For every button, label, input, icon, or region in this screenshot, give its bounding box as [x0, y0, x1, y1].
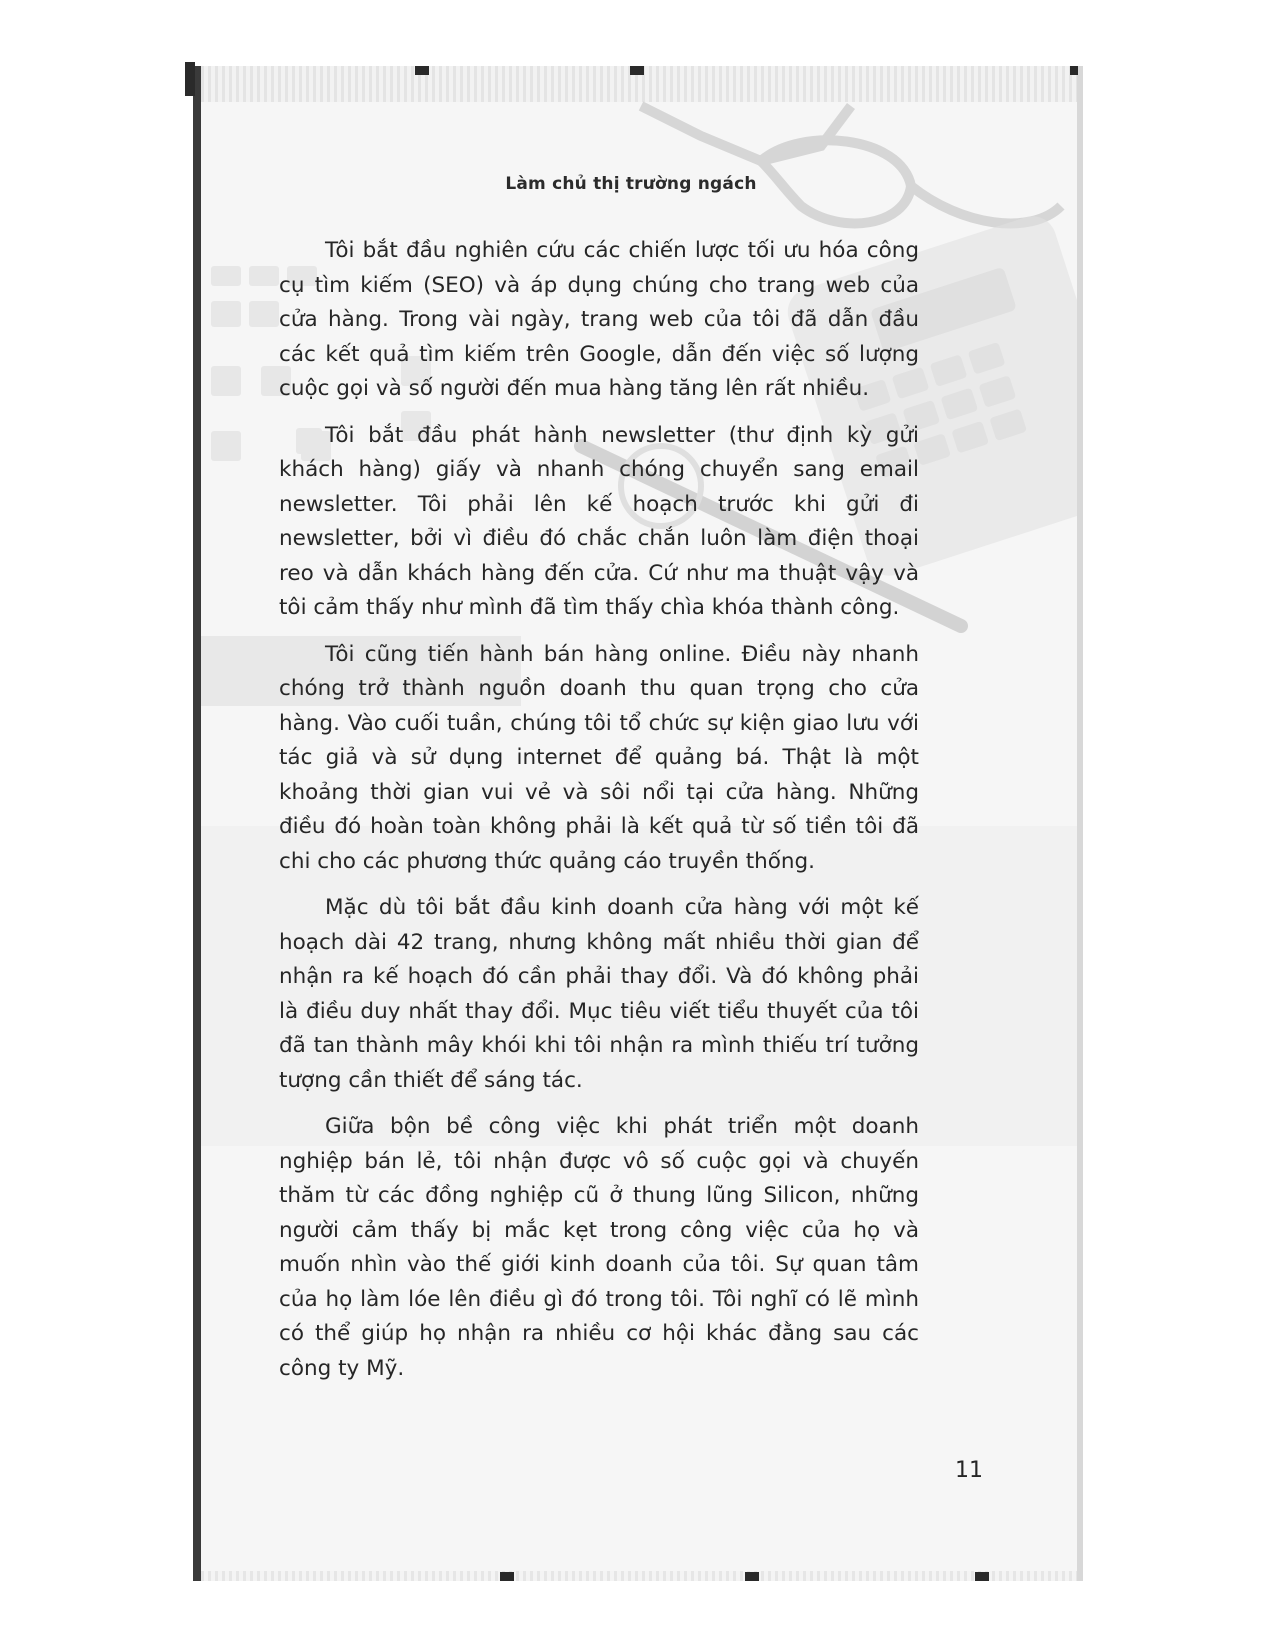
binding-mark — [415, 66, 429, 75]
paragraph: Tôi bắt đầu phát hành newsletter (thư định kỳ gửi khách hàng) giấy và nhanh chóng chuyển sang email newsletter. Tôi phải lên kế hoạch trước khi gửi đi newsletter, bởi vì điều đó chắc chắn luôn làm điện thoại reo và dẫn khách hàng đến cửa. Cứ như ma thuật vậy và tôi cảm thấy như mình đã tìm thấy chìa khóa thành công. — [279, 422, 919, 620]
glasses-illustration — [641, 106, 1061, 223]
body-text — [279, 234, 919, 1398]
paragraph: Tôi bắt đầu nghiên cứu các chiến lược tối ưu hóa công cụ tìm kiếm (SEO) và áp dụng chúng cho trang web của cửa hàng. Trong vài ngày, trang web của tôi đã dẫn đầu các kết quả tìm kiếm trên Google, dẫn đến việc số lượng cuộc gọi và số người đến mua hàng tăng lên rất nhiều. — [279, 238, 919, 401]
page-number: 11 — [955, 1458, 983, 1483]
binding-mark — [975, 1572, 989, 1581]
paragraph: Tôi cũng tiến hành bán hàng online. Điều này nhanh chóng trở thành nguồn doanh thu quan trọng cho cửa hàng. Vào cuối tuần, chúng tôi tổ chức sự kiện giao lưu với tác giả và sử dụng internet để quảng bá. Thật là một khoảng thời gian vui vẻ và sôi nổi tại cửa hàng. Những điều đó hoàn toàn không phải là kết quả từ số tiền tôi đã chi cho các phương thức quảng cáo truyền thống. — [279, 641, 919, 874]
paragraph: Giữa bộn bề công việc khi phát triển một doanh nghiệp bán lẻ, tôi nhận được vô số cuộc gọi và chuyến thăm từ các đồng nghiệp cũ ở thung lũng Silicon, những người cảm thấy bị mắc kẹt trong công việc của họ và muốn nhìn vào thế giới kinh doanh của tôi. Sự quan tâm của họ làm lóe lên điều gì đó trong tôi. Tôi nghĩ có lẽ mình có thể giúp họ nhận ra nhiều cơ hội khác đằng sau các công ty Mỹ. — [279, 1114, 919, 1381]
binding-mark — [745, 1572, 759, 1581]
page-bottom-edge — [201, 1571, 1077, 1581]
binding-mark — [1070, 66, 1078, 75]
binding-mark — [185, 62, 195, 96]
binding-mark — [500, 1572, 514, 1581]
paragraph: Mặc dù tôi bắt đầu kinh doanh cửa hàng với một kế hoạch dài 42 trang, nhưng không mất nhiều thời gian để nhận ra kế hoạch đó cần phải thay đổi. Và đó không phải là điều duy nhất thay đổi. Mục tiêu viết tiểu thuyết của tôi đã tan thành mây khói khi tôi nhận ra mình thiếu trí tưởng tượng cần thiết để sáng tác. — [279, 895, 919, 1093]
book-page — [193, 66, 1083, 1581]
binding-mark — [630, 66, 644, 75]
running-header: Làm chủ thị trường ngách — [505, 174, 757, 194]
